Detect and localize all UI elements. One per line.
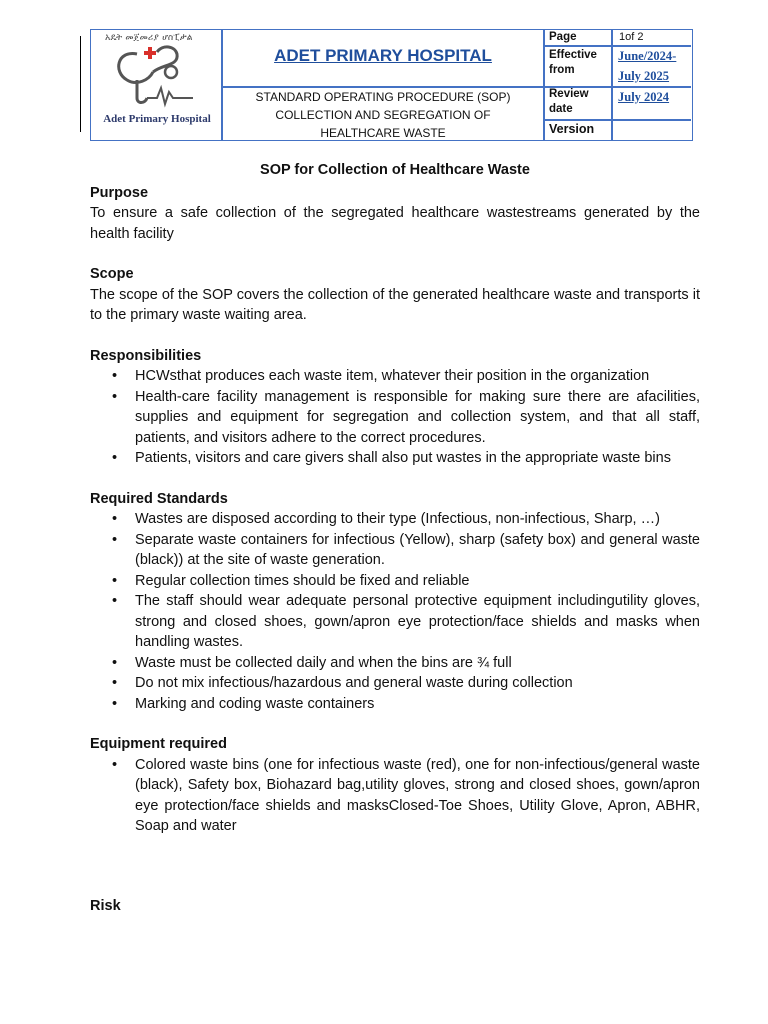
effective-label-line: from bbox=[549, 64, 575, 76]
list-item bbox=[90, 694, 700, 715]
purpose-heading: Purpose bbox=[90, 184, 149, 201]
purpose-text: To ensure a safe collection of the segregated healthcare wastestreams generated by the health facility bbox=[90, 205, 700, 242]
hospital-title: ADET PRIMARY HOSPITAL bbox=[274, 46, 492, 65]
hospital-logo-icon bbox=[107, 42, 207, 110]
section-gap bbox=[90, 326, 700, 346]
required-standards-list bbox=[90, 509, 700, 714]
list-item-text: Marking and coding waste containers bbox=[135, 695, 375, 712]
sop-title-line: HEALTHCARE WASTE bbox=[320, 126, 446, 140]
list-item bbox=[90, 755, 700, 837]
review-label-line: Review bbox=[549, 88, 589, 100]
list-item bbox=[90, 571, 700, 592]
sop-title-line: COLLECTION AND SEGREGATION OF bbox=[275, 108, 491, 122]
review-date-label bbox=[549, 87, 589, 117]
page-value: 1of 2 bbox=[619, 31, 644, 43]
list-item bbox=[90, 448, 700, 469]
list-item-text: Separate waste containers for infectious (Yellow), sharp (safety box) and general waste (black)) at the site of waste generation. bbox=[135, 531, 700, 568]
list-item-text: Colored waste bins (one for infectious waste (red), one for non-infectious/general waste (black), Safety box, Biohazard bag,utility gloves, strong and closed shoes, gown/apron eye protection/face shields and masksClosed-Toe Shoes, Utility Glove, Apron, ABHR, Soap and water bbox=[135, 756, 700, 834]
list-item bbox=[90, 653, 700, 674]
section-gap bbox=[90, 714, 700, 734]
risk-heading: Risk bbox=[90, 898, 121, 914]
bullet-icon: • bbox=[112, 368, 118, 384]
responsibilities-list bbox=[90, 366, 700, 469]
list-item-text: HCWsthat produces each waste item, whatever their position in the organization bbox=[135, 368, 650, 384]
sop-title-line: STANDARD OPERATING PROCEDURE (SOP) bbox=[255, 90, 511, 104]
margin-line bbox=[80, 36, 81, 132]
list-item bbox=[90, 591, 700, 653]
sop-title bbox=[223, 88, 543, 142]
equipment-list bbox=[90, 755, 700, 837]
document-body bbox=[90, 160, 700, 837]
page-label: Page bbox=[549, 31, 577, 43]
bullet-icon: • bbox=[112, 572, 118, 589]
list-item bbox=[90, 530, 700, 571]
bullet-icon: • bbox=[112, 511, 118, 527]
logo-hospital-name: Adet Primary Hospital bbox=[103, 113, 211, 125]
list-item-text: Regular collection times should be fixed and reliable bbox=[135, 572, 470, 589]
review-date-link[interactable]: July 2024 bbox=[618, 90, 670, 104]
bullet-icon: • bbox=[112, 388, 118, 405]
header-divider bbox=[543, 119, 691, 121]
scope-text: The scope of the SOP covers the collection of the generated healthcare waste and transports it to the primary waste waiting area. bbox=[90, 286, 700, 323]
bullet-icon: • bbox=[112, 531, 118, 548]
scope-heading: Scope bbox=[90, 266, 134, 282]
list-item-text: Wastes are disposed according to their type (Infectious, non-infectious, Sharp, …) bbox=[135, 511, 660, 527]
list-item bbox=[90, 366, 700, 387]
bullet-icon: • bbox=[112, 654, 118, 671]
section-gap bbox=[90, 469, 700, 489]
required-standards-heading: Required Standards bbox=[90, 490, 228, 507]
list-item-text: Health-care facility management is responsible for making sure there are afacilities, supplies and equipment for segregation and collection system, and that all staff, patients, and visitors adhere to the correct procedures. bbox=[135, 388, 700, 446]
list-item bbox=[90, 509, 700, 530]
logo-amharic-text: አዴት መጀመሪያ ሆስፒታል bbox=[105, 33, 193, 43]
list-item-text: Patients, visitors and care givers shall also put wastes in the appropriate waste bins bbox=[135, 450, 671, 466]
bullet-icon: • bbox=[112, 450, 118, 466]
effective-date-link[interactable] bbox=[618, 46, 676, 86]
version-label: Version bbox=[549, 122, 595, 136]
list-item-text: Waste must be collected daily and when the bins are ¾ full bbox=[135, 654, 512, 671]
effective-date-line[interactable]: July 2025 bbox=[618, 69, 670, 83]
bullet-icon: • bbox=[112, 756, 118, 773]
list-item-text: The staff should wear adequate personal protective equipment includingutility gloves, strong and closed shoes, gown/apron eye protection/face shields and masks when handling wastes. bbox=[135, 593, 700, 650]
effective-date-line[interactable]: June/2024- bbox=[618, 49, 677, 63]
bullet-icon: • bbox=[112, 675, 118, 691]
list-item bbox=[90, 673, 700, 694]
list-item-text: Do not mix infectious/hazardous and general waste during collection bbox=[135, 675, 573, 691]
bullet-icon: • bbox=[112, 593, 118, 609]
document-title: SOP for Collection of Healthcare Waste bbox=[260, 162, 530, 178]
equipment-heading: Equipment required bbox=[90, 736, 227, 752]
list-item bbox=[90, 387, 700, 449]
effective-label bbox=[549, 48, 597, 78]
header-divider bbox=[611, 30, 613, 140]
responsibilities-heading: Responsibilities bbox=[90, 347, 202, 364]
header-table bbox=[90, 29, 693, 141]
effective-label-line: Effective bbox=[549, 49, 597, 61]
section-gap bbox=[90, 244, 700, 264]
review-label-line: date bbox=[549, 103, 573, 115]
header-divider bbox=[543, 30, 545, 140]
bullet-icon: • bbox=[112, 695, 118, 712]
